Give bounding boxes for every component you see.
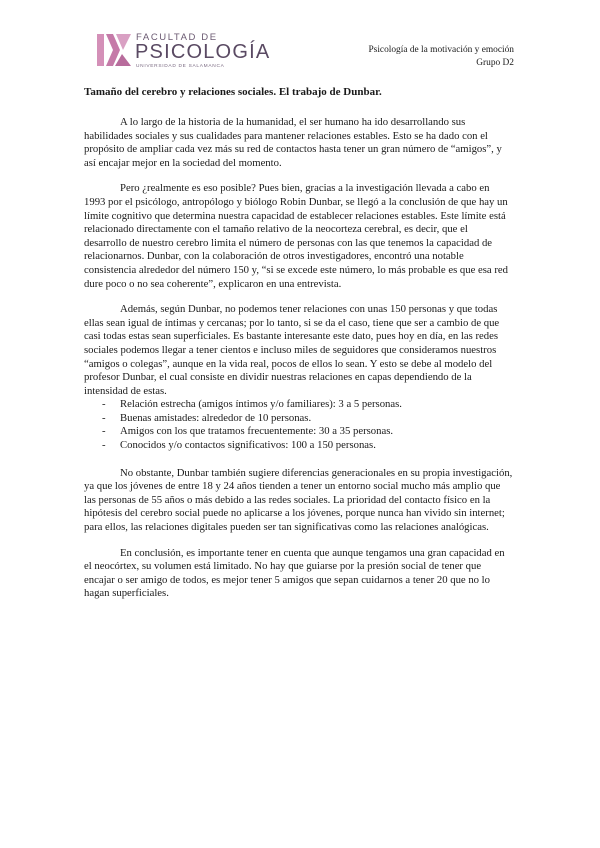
list-item [84,412,513,426]
paragraph: En conclusión, es importante tener en cuenta que aunque tengamos una gran capacidad en el neocórtex, su volumen está limitado. No hay que guiarse por la presión social de tener que encajar o ser amigo de todos, es mejor tener 5 amigos que sepan cuidarnos a tener 20 que no lo hagan superficiales. [84,546,505,600]
list-item-text: Relación estrecha (amigos íntimos y/o familiares): 3 a 5 personas. [120,398,402,411]
header-course-info [368,44,514,70]
logo-faculty-name: PSICOLOGÍA [135,41,271,63]
bullet-marker: - [102,411,106,424]
list-item [84,439,513,453]
faculty-logo [96,30,271,72]
paragraph: Además, según Dunbar, no podemos tener relaciones con unas 150 personas y que todas ellas sean igual de íntimas y cercanas; por lo tanto, si se da el caso, tiene que ser a cambio de que casi todas estas sean superficiales. Es bastante interesante este dato, pues hoy en día, en las redes sociales podemos llegar a tener cientos e incluso miles de seguidores que consideramos nuestros “amigos o colegas”, aunque en la vida real, pocos de ellos lo sean. Y esto se debe al modelo del profesor Dunbar, el cual consiste en dividir nuestras relaciones en capas dependiendo de la intensidad de estas. [84,303,500,397]
logo-university-name: UNIVERSIDAD DE SALAMANCA [136,64,225,69]
bullet-marker: - [102,425,106,438]
bullet-marker: - [102,439,106,452]
header-subject: Psicología de la motivación y emoción [368,45,514,55]
logo-faculty-label: FACULTAD DE [136,32,218,43]
document-title: Tamaño del cerebro y relaciones sociales. El trabajo de Dunbar. [84,86,382,98]
document-body [84,86,513,613]
list-item-text: Amigos con los que tratamos frecuentemente: 30 a 35 personas. [120,425,394,438]
list-item [84,398,513,412]
list-item-text: Conocidos y/o contactos significativos: 100 a 150 personas. [120,439,376,452]
list-item-text: Buenas amistades: alrededor de 10 personas. [120,411,312,424]
list-item [84,425,513,439]
paragraph: A lo largo de la historia de la humanidad, el ser humano ha ido desarrollando sus habilidades sociales y sus cualidades para mantener relaciones estables. Esto se ha dado con el propósito de ampliar cada vez más su red de contactos hasta tener un gran número de “amigos”, y así encajar mejor en la sociedad del momento. [84,116,502,169]
faculty-emblem-icon [96,32,132,68]
paragraph: Pero ¿realmente es eso posible? Pues bien, gracias a la investigación llevada a cabo en 1993 por el psicólogo, antropólogo y biólogo Robin Dunbar, se llegó a la conclusión de que hay un límite cognitivo que determina nuestra capacidad de establecer relaciones estables. Este límite está relacionado directamente con el tamaño relativo de la neocorteza cerebral, es decir, que el desarrollo de nuestro cerebro limita el número de personas con las que tenemos la capacidad de relacionarnos. Dunbar, con la colaboración de otros investigadores, encontró una notable consistencia alrededor del número 150 y, “si se excede este número, lo más probable es que esa red dure poco o no sea coherente”, explicaron en una entrevista. [84,182,508,290]
header-group: Grupo D2 [476,58,514,68]
bullet-marker: - [102,398,106,411]
relationship-layers-list [84,398,513,452]
paragraph: No obstante, Dunbar también sugiere diferencias generacionales en su propia investigación, ya que los jóvenes de entre 18 y 24 años tienden a tener un entorno social mucho más amplio que las personas de 55 años o más debido a las redes sociales. La prioridad del contacto físico en la hipótesis del cerebro social puede no aplicarse a los jóvenes, porque nunca han vivido sin internet; para ellos, las relaciones digitales pueden ser tan significativas como las relaciones analógicas. [84,466,513,534]
